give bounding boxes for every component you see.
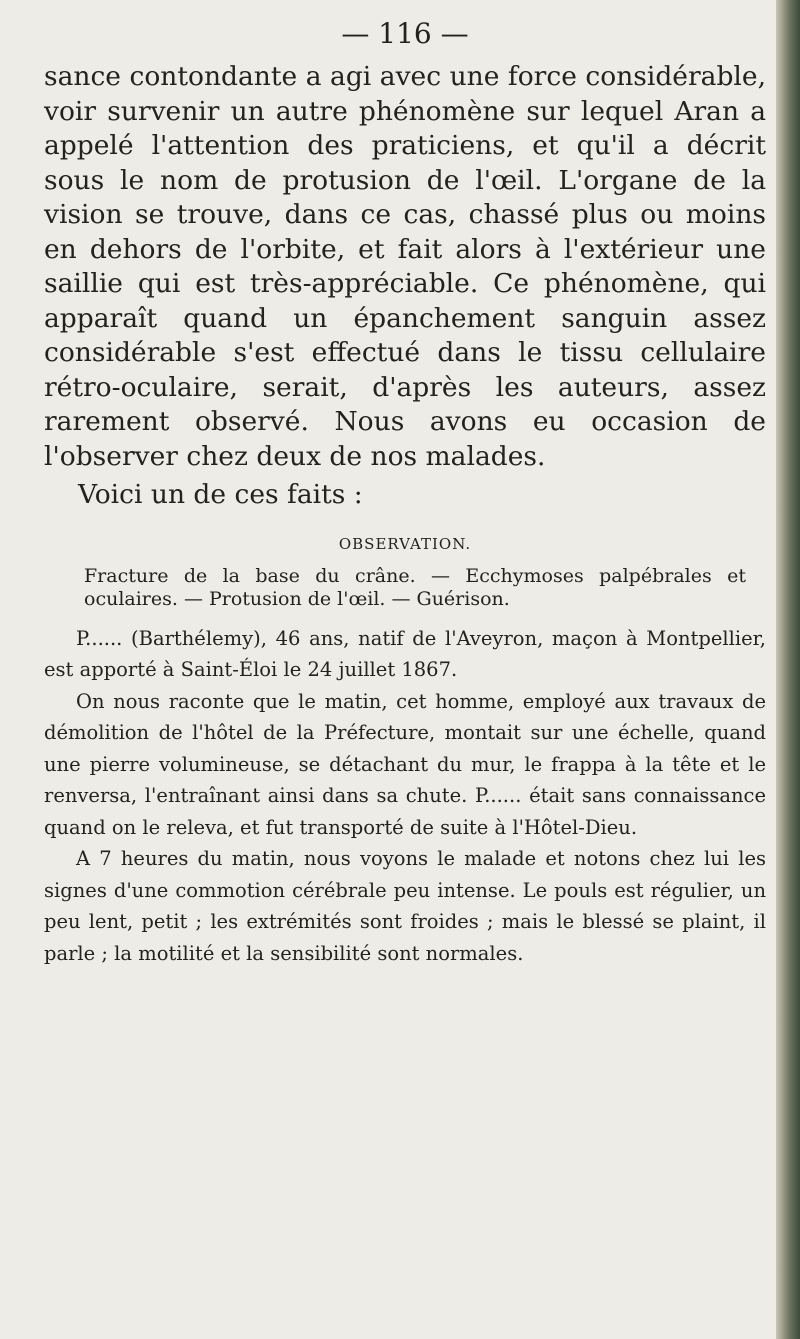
page-content — [44, 0, 766, 969]
intro-line: Voici un de ces faits : — [78, 479, 363, 510]
main-paragraph: sance contondante a agi avec une force considérable, voir survenir un autre phénomène sur lequel Aran a appelé l'attention des praticiens, et qu'il a décrit sous le nom de protusion de l'œil. L'organe de la vision se trouve, dans ce cas, chassé plus ou moins en dehors de l'orbite, et fait alors à l'extérieur une saillie qui est très-appréciable. Ce phénomène, qui apparaît quand un épanchement sanguin assez considérable s'est effectué dans le tissu cellulaire rétro-oculaire, serait, d'après les auteurs, assez rarement observé. Nous avons eu occasion de l'observer chez deux de nos malades. — [44, 61, 766, 472]
case-paragraph-accident: On nous raconte que le matin, cet homme, employé aux travaux de démolition de l'hôtel de la Préfecture, montait sur une échelle, quand une pierre volumineuse, se détachant du mur, le frappa à la tête et le renversa, l'entraînant ainsi dans sa chute. P...... était sans connaissance quand on le releva, et fut transporté de suite à l'Hôtel-Dieu. — [44, 689, 766, 839]
case-paragraph-patient: P...... (Barthélemy), 46 ans, natif de l'Aveyron, maçon à Montpellier, est apporté à Saint-Éloi le 24 juillet 1867. — [44, 626, 766, 681]
page-number: — 116 — — [341, 17, 469, 50]
observation-heading: OBSERVATION. — [338, 534, 472, 553]
case-paragraph-examination: A 7 heures du matin, nous voyons le malade et notons chez lui les signes d'une commotion cérébrale peu intense. Le pouls est régulier, un peu lent, petit ; les extrémités sont froides ; mais le blessé se plaint, il parle ; la motilité et la sensibilité sont normales. — [44, 847, 766, 965]
book-spine-edge — [776, 0, 800, 1339]
observation-summary: Fracture de la base du crâne. — Ecchymoses palpébrales et oculaires. — Protusion de l'œil. — Guérison. — [84, 564, 746, 610]
